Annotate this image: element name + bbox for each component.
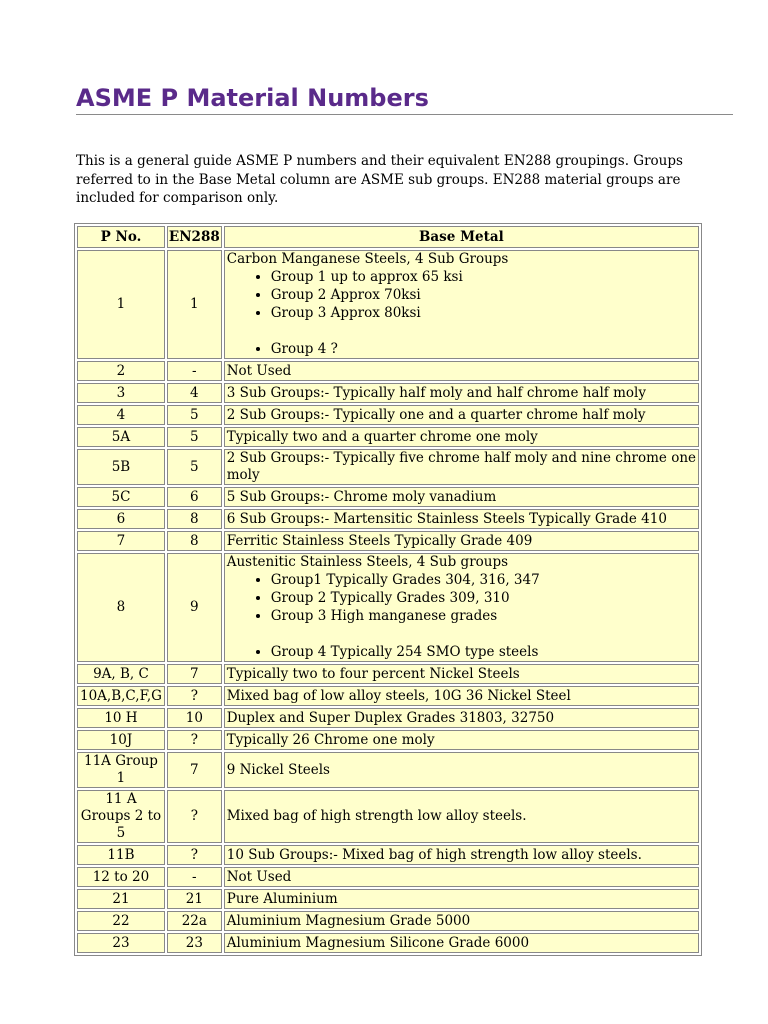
cell-p-no: 9A, B, C xyxy=(77,664,165,684)
cell-base-metal: Ferritic Stainless Steels Typically Grade 409 xyxy=(224,531,699,551)
base-metal-text: Carbon Manganese Steels, 4 Sub Groups xyxy=(226,251,509,267)
cell-p-no: 10J xyxy=(77,730,165,750)
cell-en288: - xyxy=(167,361,222,381)
cell-base-metal: Mixed bag of low alloy steels, 10G 36 Nickel Steel xyxy=(224,686,699,706)
table-row xyxy=(77,553,699,662)
cell-base-metal: Not Used xyxy=(224,867,699,887)
page-title: ASME P Material Numbers xyxy=(76,84,429,112)
table-row xyxy=(77,250,699,359)
table-row xyxy=(77,867,699,887)
cell-en288: 5 xyxy=(167,449,222,485)
table-row xyxy=(77,509,699,529)
cell-p-no: 6 xyxy=(77,509,165,529)
cell-base-metal xyxy=(224,250,699,359)
header-en288: EN288 xyxy=(167,226,222,248)
cell-base-metal: 2 Sub Groups:- Typically one and a quarter chrome half moly xyxy=(224,405,699,425)
cell-en288: 1 xyxy=(167,250,222,359)
cell-p-no: 21 xyxy=(77,889,165,909)
sub-group-list xyxy=(227,571,696,661)
cell-p-no: 7 xyxy=(77,531,165,551)
cell-p-no: 22 xyxy=(77,911,165,931)
cell-en288: ? xyxy=(167,730,222,750)
material-table xyxy=(74,223,702,956)
cell-base-metal: 2 Sub Groups:- Typically five chrome half moly and nine chrome one moly xyxy=(224,449,699,485)
cell-en288: 10 xyxy=(167,708,222,728)
list-item: • Group 1 up to approx 65 ksi xyxy=(271,268,696,286)
table-row xyxy=(77,531,699,551)
cell-base-metal: Pure Aluminium xyxy=(224,889,699,909)
table-row xyxy=(77,361,699,381)
list-item: • Group 4 Typically 254 SMO type steels xyxy=(271,643,696,661)
cell-en288: 8 xyxy=(167,531,222,551)
cell-p-no: 8 xyxy=(77,553,165,662)
table-row xyxy=(77,686,699,706)
table-row xyxy=(77,790,699,843)
cell-base-metal: Typically two to four percent Nickel Steels xyxy=(224,664,699,684)
header-base-metal: Base Metal xyxy=(224,226,699,248)
sub-group-list xyxy=(227,268,696,358)
cell-p-no: 10 H xyxy=(77,708,165,728)
cell-base-metal: Duplex and Super Duplex Grades 31803, 32750 xyxy=(224,708,699,728)
list-item: • Group 4 ? xyxy=(271,340,696,358)
cell-p-no: 4 xyxy=(77,405,165,425)
cell-p-no: 10A,B,C,F,G xyxy=(77,686,165,706)
cell-p-no: 5A xyxy=(77,427,165,447)
table-row xyxy=(77,730,699,750)
cell-p-no: 1 xyxy=(77,250,165,359)
table-header-row xyxy=(77,226,699,248)
cell-base-metal: 3 Sub Groups:- Typically half moly and half chrome half moly xyxy=(224,383,699,403)
table-row xyxy=(77,708,699,728)
cell-p-no: 5B xyxy=(77,449,165,485)
cell-en288: 7 xyxy=(167,664,222,684)
cell-p-no: 5C xyxy=(77,487,165,507)
list-item: • Group 2 Typically Grades 309, 310 xyxy=(271,589,696,607)
table-row xyxy=(77,752,699,788)
cell-en288: 23 xyxy=(167,933,222,953)
table-row xyxy=(77,449,699,485)
cell-en288: ? xyxy=(167,790,222,843)
cell-base-metal xyxy=(224,553,699,662)
cell-p-no: 12 to 20 xyxy=(77,867,165,887)
cell-base-metal: Not Used xyxy=(224,361,699,381)
cell-en288: 21 xyxy=(167,889,222,909)
cell-p-no: 23 xyxy=(77,933,165,953)
list-item: • Group 3 Approx 80ksi xyxy=(271,304,696,322)
title-divider xyxy=(76,114,733,115)
header-p-no: P No. xyxy=(77,226,165,248)
cell-en288: - xyxy=(167,867,222,887)
cell-base-metal: Mixed bag of high strength low alloy steels. xyxy=(224,790,699,843)
table-row xyxy=(77,911,699,931)
table-row xyxy=(77,889,699,909)
cell-base-metal: 5 Sub Groups:- Chrome moly vanadium xyxy=(224,487,699,507)
list-item: • Group 2 Approx 70ksi xyxy=(271,286,696,304)
cell-en288: 9 xyxy=(167,553,222,662)
cell-p-no: 2 xyxy=(77,361,165,381)
cell-en288: 4 xyxy=(167,383,222,403)
cell-base-metal: 6 Sub Groups:- Martensitic Stainless Steels Typically Grade 410 xyxy=(224,509,699,529)
cell-en288: 7 xyxy=(167,752,222,788)
cell-en288: 5 xyxy=(167,405,222,425)
cell-en288: ? xyxy=(167,686,222,706)
table-row xyxy=(77,427,699,447)
cell-en288: 6 xyxy=(167,487,222,507)
cell-p-no: 11 A Groups 2 to 5 xyxy=(77,790,165,843)
table-row xyxy=(77,383,699,403)
cell-p-no: 11A Group 1 xyxy=(77,752,165,788)
list-item: • Group 3 High manganese grades xyxy=(271,607,696,625)
cell-p-no: 11B xyxy=(77,845,165,865)
cell-en288: 22a xyxy=(167,911,222,931)
cell-base-metal: Aluminium Magnesium Grade 5000 xyxy=(224,911,699,931)
table-row xyxy=(77,664,699,684)
cell-base-metal: Typically 26 Chrome one moly xyxy=(224,730,699,750)
cell-en288: 8 xyxy=(167,509,222,529)
cell-base-metal: Typically two and a quarter chrome one moly xyxy=(224,427,699,447)
cell-base-metal: 10 Sub Groups:- Mixed bag of high strength low alloy steels. xyxy=(224,845,699,865)
table-row xyxy=(77,487,699,507)
cell-base-metal: 9 Nickel Steels xyxy=(224,752,699,788)
cell-en288: ? xyxy=(167,845,222,865)
table-row xyxy=(77,933,699,953)
intro-paragraph: This is a general guide ASME P numbers and their equivalent EN288 groupings. Groups referred to in the Base Metal column are ASME sub groups. EN288 material groups are included for comparison only. xyxy=(76,153,683,206)
table-row xyxy=(77,845,699,865)
list-item: • Group1 Typically Grades 304, 316, 347 xyxy=(271,571,696,589)
cell-en288: 5 xyxy=(167,427,222,447)
cell-base-metal: Aluminium Magnesium Silicone Grade 6000 xyxy=(224,933,699,953)
base-metal-text: Austenitic Stainless Steels, 4 Sub groups xyxy=(226,554,509,570)
cell-p-no: 3 xyxy=(77,383,165,403)
table-row xyxy=(77,405,699,425)
